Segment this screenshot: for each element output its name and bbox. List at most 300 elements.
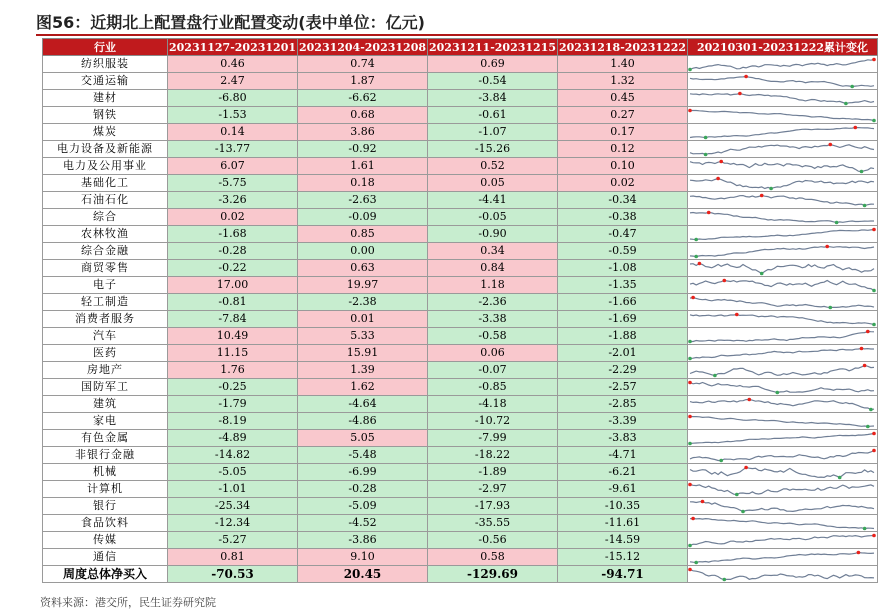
table-row xyxy=(43,175,878,192)
table-row xyxy=(43,413,878,430)
sparkline-min-marker xyxy=(704,135,708,139)
sparkline-max-marker xyxy=(738,91,742,95)
sparkline-chart xyxy=(688,550,876,565)
cumulative-sparkline-cell xyxy=(688,379,878,396)
sparkline-path xyxy=(690,433,874,443)
industry-name-cell: 有色金属 xyxy=(43,430,168,447)
cumulative-sparkline-cell xyxy=(688,345,878,362)
industry-allocation-table xyxy=(42,38,878,583)
table-row xyxy=(43,73,878,90)
flow-value-cell: -14.82 xyxy=(168,447,298,464)
cumulative-sparkline-cell xyxy=(688,294,878,311)
sparkline-min-marker xyxy=(760,271,764,275)
table-row xyxy=(43,141,878,158)
flow-value-cell: -2.29 xyxy=(558,362,688,379)
sparkline-path xyxy=(690,161,874,171)
sparkline-chart xyxy=(688,193,876,208)
flow-value-cell: -1.07 xyxy=(428,124,558,141)
flow-value-cell: -5.48 xyxy=(298,447,428,464)
sparkline-min-marker xyxy=(723,577,727,581)
flow-value-cell: -3.38 xyxy=(428,311,558,328)
title-underline xyxy=(36,34,878,36)
flow-value-cell: -0.59 xyxy=(558,243,688,260)
sparkline-max-marker xyxy=(857,550,861,554)
table-row xyxy=(43,209,878,226)
sparkline-chart xyxy=(688,533,876,548)
sparkline-chart xyxy=(688,261,876,276)
sparkline-chart xyxy=(688,431,876,446)
sparkline-chart xyxy=(688,74,876,89)
sparkline-min-marker xyxy=(872,288,876,292)
sparkline-min-marker xyxy=(741,509,745,513)
sparkline-chart xyxy=(688,91,876,106)
sparkline-min-marker xyxy=(694,254,698,258)
flow-value-cell: -2.97 xyxy=(428,481,558,498)
sparkline-path xyxy=(690,76,874,86)
flow-value-cell: -0.58 xyxy=(428,328,558,345)
sparkline-max-marker xyxy=(854,125,858,129)
cumulative-sparkline-cell xyxy=(688,175,878,192)
flow-value-cell: 0.00 xyxy=(298,243,428,260)
cumulative-sparkline-cell xyxy=(688,107,878,124)
sparkline-chart xyxy=(688,363,876,378)
sparkline-path xyxy=(690,297,874,307)
flow-value-cell: -5.75 xyxy=(168,175,298,192)
sparkline-path xyxy=(690,314,874,324)
sparkline-min-marker xyxy=(713,373,717,377)
sparkline-min-marker xyxy=(866,424,870,428)
cumulative-sparkline-cell xyxy=(688,124,878,141)
flow-value-cell: -25.34 xyxy=(168,498,298,515)
cumulative-sparkline-cell xyxy=(688,209,878,226)
sparkline-chart xyxy=(688,108,876,123)
sparkline-chart xyxy=(688,278,876,293)
flow-value-cell: -0.61 xyxy=(428,107,558,124)
column-header-cumulative: 20210301-20231222累计变化 xyxy=(688,39,878,56)
sparkline-path xyxy=(690,127,874,137)
flow-value-cell: -8.19 xyxy=(168,413,298,430)
flow-value-cell: 0.02 xyxy=(558,175,688,192)
flow-value-cell: 1.40 xyxy=(558,56,688,73)
cumulative-sparkline-cell xyxy=(688,260,878,277)
flow-value-cell: 0.10 xyxy=(558,158,688,175)
sparkline-path xyxy=(690,59,874,69)
flow-value-cell: 0.45 xyxy=(558,90,688,107)
flow-value-cell: 0.17 xyxy=(558,124,688,141)
sparkline-chart xyxy=(688,499,876,514)
industry-name-cell: 农林牧渔 xyxy=(43,226,168,243)
cumulative-sparkline-cell xyxy=(688,90,878,107)
sparkline-chart xyxy=(688,414,876,429)
flow-value-cell: -12.34 xyxy=(168,515,298,532)
sparkline-chart xyxy=(688,142,876,157)
sparkline-max-marker xyxy=(691,295,695,299)
sparkline-path xyxy=(690,331,874,341)
sparkline-chart xyxy=(688,210,876,225)
flow-value-cell: 0.74 xyxy=(298,56,428,73)
flow-value-cell: -15.26 xyxy=(428,141,558,158)
flow-value-cell: 1.62 xyxy=(298,379,428,396)
flow-value-cell: 0.69 xyxy=(428,56,558,73)
sparkline-min-marker xyxy=(688,543,692,547)
flow-value-cell: -1.69 xyxy=(558,311,688,328)
sparkline-max-marker xyxy=(744,465,748,469)
sparkline-min-marker xyxy=(688,339,692,343)
cumulative-sparkline-cell xyxy=(688,243,878,260)
industry-name-cell: 商贸零售 xyxy=(43,260,168,277)
flow-value-cell: -4.18 xyxy=(428,396,558,413)
sparkline-max-marker xyxy=(866,329,870,333)
industry-name-cell: 汽车 xyxy=(43,328,168,345)
flow-value-cell: -2.01 xyxy=(558,345,688,362)
flow-value-cell: 1.76 xyxy=(168,362,298,379)
table-row xyxy=(43,464,878,481)
flow-value-cell: -10.35 xyxy=(558,498,688,515)
flow-value-cell: 1.87 xyxy=(298,73,428,90)
industry-name-cell: 机械 xyxy=(43,464,168,481)
flow-value-cell: 0.01 xyxy=(298,311,428,328)
flow-value-cell: -14.59 xyxy=(558,532,688,549)
flow-value-cell: 1.32 xyxy=(558,73,688,90)
sparkline-path xyxy=(690,280,874,290)
flow-value-cell: -18.22 xyxy=(428,447,558,464)
flow-value-cell: -5.27 xyxy=(168,532,298,549)
sparkline-max-marker xyxy=(760,193,764,197)
industry-name-cell: 纺织服装 xyxy=(43,56,168,73)
flow-value-cell: -13.77 xyxy=(168,141,298,158)
sparkline-chart xyxy=(688,482,876,497)
flow-value-cell: -2.63 xyxy=(298,192,428,209)
flow-value-cell: -5.05 xyxy=(168,464,298,481)
sparkline-max-marker xyxy=(829,142,833,146)
flow-value-cell: -0.28 xyxy=(168,243,298,260)
flow-value-cell: -0.47 xyxy=(558,226,688,243)
flow-value-cell: -35.55 xyxy=(428,515,558,532)
flow-value-cell: -3.86 xyxy=(298,532,428,549)
industry-name-cell: 电力设备及新能源 xyxy=(43,141,168,158)
sparkline-max-marker xyxy=(872,533,876,537)
flow-value-cell: -1.89 xyxy=(428,464,558,481)
sparkline-max-marker xyxy=(688,414,692,418)
sparkline-min-marker xyxy=(850,84,854,88)
sparkline-max-marker xyxy=(688,380,692,384)
industry-name-cell: 家电 xyxy=(43,413,168,430)
figure-title: 图56：近期北上配置盘行业配置变动(表中单位：亿元) xyxy=(36,13,425,32)
sparkline-path xyxy=(690,365,874,375)
sparkline-path xyxy=(690,382,874,392)
flow-value-cell: -15.12 xyxy=(558,549,688,566)
sparkline-max-marker xyxy=(872,57,876,61)
sparkline-chart xyxy=(688,397,876,412)
flow-value-cell: 3.86 xyxy=(298,124,428,141)
flow-value-cell: 0.84 xyxy=(428,260,558,277)
flow-value-cell: 0.27 xyxy=(558,107,688,124)
flow-value-cell: -2.57 xyxy=(558,379,688,396)
sparkline-path xyxy=(690,229,874,239)
flow-value-cell: -0.81 xyxy=(168,294,298,311)
cumulative-sparkline-cell xyxy=(688,413,878,430)
cumulative-sparkline-cell xyxy=(688,277,878,294)
sparkline-max-marker xyxy=(825,244,829,248)
sparkline-max-marker xyxy=(744,74,748,78)
sparkline-min-marker xyxy=(688,356,692,360)
flow-value-cell: -6.62 xyxy=(298,90,428,107)
table-row xyxy=(43,226,878,243)
flow-value-cell: 0.68 xyxy=(298,107,428,124)
sparkline-chart xyxy=(688,312,876,327)
sparkline-path xyxy=(690,535,874,545)
sparkline-min-marker xyxy=(704,152,708,156)
sparkline-min-marker xyxy=(835,220,839,224)
industry-name-cell: 传媒 xyxy=(43,532,168,549)
table-row xyxy=(43,447,878,464)
sparkline-path xyxy=(690,416,874,426)
sparkline-path xyxy=(690,263,874,273)
sparkline-max-marker xyxy=(688,567,692,571)
sparkline-path xyxy=(690,569,874,579)
flow-value-cell: -7.99 xyxy=(428,430,558,447)
table-row xyxy=(43,549,878,566)
flow-value-cell: 0.05 xyxy=(428,175,558,192)
sparkline-path xyxy=(690,501,874,511)
header-row xyxy=(43,39,878,56)
industry-name-cell: 电子 xyxy=(43,277,168,294)
cumulative-sparkline-cell xyxy=(688,481,878,498)
sparkline-min-marker xyxy=(829,305,833,309)
flow-value-cell: 1.18 xyxy=(428,277,558,294)
sparkline-min-marker xyxy=(719,458,723,462)
table-row xyxy=(43,345,878,362)
industry-name-cell: 交通运输 xyxy=(43,73,168,90)
sparkline-path xyxy=(690,195,874,205)
flow-value-cell: -0.22 xyxy=(168,260,298,277)
flow-value-cell: -3.26 xyxy=(168,192,298,209)
sparkline-max-marker xyxy=(716,176,720,180)
flow-value-cell: -3.39 xyxy=(558,413,688,430)
sparkline-max-marker xyxy=(872,431,876,435)
industry-name-cell: 房地产 xyxy=(43,362,168,379)
cumulative-sparkline-cell xyxy=(688,56,878,73)
flow-value-cell: -11.61 xyxy=(558,515,688,532)
cumulative-sparkline-cell xyxy=(688,362,878,379)
sparkline-min-marker xyxy=(694,237,698,241)
sparkline-max-marker xyxy=(860,346,864,350)
table-row xyxy=(43,481,878,498)
sparkline-max-marker xyxy=(723,278,727,282)
sparkline-min-marker xyxy=(863,526,867,530)
flow-value-cell: -4.41 xyxy=(428,192,558,209)
flow-value-cell: -70.53 xyxy=(168,566,298,583)
flow-value-cell: 0.85 xyxy=(298,226,428,243)
flow-value-cell: -4.89 xyxy=(168,430,298,447)
industry-name-cell: 基础化工 xyxy=(43,175,168,192)
sparkline-min-marker xyxy=(838,475,842,479)
industry-name-cell: 银行 xyxy=(43,498,168,515)
flow-value-cell: 1.39 xyxy=(298,362,428,379)
flow-value-cell: -2.85 xyxy=(558,396,688,413)
sparkline-max-marker xyxy=(719,159,723,163)
sparkline-max-marker xyxy=(748,397,752,401)
industry-name-cell: 建材 xyxy=(43,90,168,107)
cumulative-sparkline-cell xyxy=(688,549,878,566)
flow-value-cell: -6.21 xyxy=(558,464,688,481)
column-header-week3: 20231211-20231215 xyxy=(428,40,557,54)
sparkline-chart xyxy=(688,329,876,344)
flow-value-cell: -1.35 xyxy=(558,277,688,294)
cumulative-sparkline-cell xyxy=(688,515,878,532)
sparkline-chart xyxy=(688,125,876,140)
flow-value-cell: 0.63 xyxy=(298,260,428,277)
flow-value-cell: 0.14 xyxy=(168,124,298,141)
flow-value-cell: -1.68 xyxy=(168,226,298,243)
flow-value-cell: 0.02 xyxy=(168,209,298,226)
sparkline-chart xyxy=(688,346,876,361)
flow-value-cell: -0.38 xyxy=(558,209,688,226)
sparkline-min-marker xyxy=(872,322,876,326)
flow-value-cell: -1.79 xyxy=(168,396,298,413)
table-row xyxy=(43,107,878,124)
cumulative-sparkline-cell xyxy=(688,447,878,464)
sparkline-min-marker xyxy=(688,67,692,71)
sparkline-max-marker xyxy=(872,448,876,452)
flow-value-cell: 5.33 xyxy=(298,328,428,345)
flow-value-cell: -94.71 xyxy=(558,566,688,583)
sparkline-max-marker xyxy=(691,516,695,520)
flow-value-cell: 11.15 xyxy=(168,345,298,362)
flow-value-cell: -7.84 xyxy=(168,311,298,328)
industry-name-cell: 钢铁 xyxy=(43,107,168,124)
sparkline-min-marker xyxy=(844,101,848,105)
industry-name-cell: 消费者服务 xyxy=(43,311,168,328)
flow-value-cell: -6.99 xyxy=(298,464,428,481)
sparkline-path xyxy=(690,518,874,528)
source-note: 资料来源：港交所，民生证券研究院 xyxy=(40,596,216,609)
sparkline-max-marker xyxy=(863,363,867,367)
industry-name-cell: 国防军工 xyxy=(43,379,168,396)
flow-value-cell: -17.93 xyxy=(428,498,558,515)
flow-value-cell: -0.28 xyxy=(298,481,428,498)
table-row xyxy=(43,90,878,107)
industry-name-cell: 周度总体净买入 xyxy=(43,566,168,583)
column-header-week2: 20231204-20231208 xyxy=(298,40,427,54)
flow-value-cell: 0.18 xyxy=(298,175,428,192)
sparkline-chart xyxy=(688,465,876,480)
sparkline-min-marker xyxy=(769,186,773,190)
cumulative-sparkline-cell xyxy=(688,498,878,515)
flow-value-cell: 0.81 xyxy=(168,549,298,566)
flow-value-cell: -4.52 xyxy=(298,515,428,532)
cumulative-sparkline-cell xyxy=(688,158,878,175)
sparkline-min-marker xyxy=(688,441,692,445)
table-row xyxy=(43,192,878,209)
flow-value-cell: -0.54 xyxy=(428,73,558,90)
table-row xyxy=(43,532,878,549)
sparkline-max-marker xyxy=(698,261,702,265)
sparkline-max-marker xyxy=(872,227,876,231)
sparkline-path xyxy=(690,246,874,256)
sparkline-max-marker xyxy=(688,482,692,486)
industry-name-cell: 食品饮料 xyxy=(43,515,168,532)
flow-value-cell: -9.61 xyxy=(558,481,688,498)
flow-value-cell: -3.84 xyxy=(428,90,558,107)
sparkline-min-marker xyxy=(735,492,739,496)
sparkline-path xyxy=(690,484,874,494)
flow-value-cell: -0.25 xyxy=(168,379,298,396)
sparkline-chart xyxy=(688,57,876,72)
industry-name-cell: 轻工制造 xyxy=(43,294,168,311)
flow-value-cell: -10.72 xyxy=(428,413,558,430)
flow-value-cell: -4.64 xyxy=(298,396,428,413)
flow-value-cell: 0.46 xyxy=(168,56,298,73)
sparkline-path xyxy=(690,399,874,409)
flow-value-cell: -0.07 xyxy=(428,362,558,379)
sparkline-max-marker xyxy=(707,210,711,214)
flow-value-cell: 20.45 xyxy=(298,566,428,583)
cumulative-sparkline-cell xyxy=(688,328,878,345)
flow-value-cell: 0.52 xyxy=(428,158,558,175)
flow-value-cell: 15.91 xyxy=(298,345,428,362)
flow-value-cell: -4.71 xyxy=(558,447,688,464)
sparkline-chart xyxy=(688,448,876,463)
total-row xyxy=(43,566,878,583)
flow-value-cell: 10.49 xyxy=(168,328,298,345)
sparkline-path xyxy=(690,552,874,562)
sparkline-chart xyxy=(688,176,876,191)
sparkline-min-marker xyxy=(860,169,864,173)
flow-value-cell: -2.36 xyxy=(428,294,558,311)
sparkline-chart xyxy=(688,295,876,310)
flow-value-cell: -5.09 xyxy=(298,498,428,515)
industry-name-cell: 医药 xyxy=(43,345,168,362)
cumulative-sparkline-cell xyxy=(688,566,878,583)
flow-value-cell: 17.00 xyxy=(168,277,298,294)
flow-value-cell: 0.34 xyxy=(428,243,558,260)
flow-value-cell: -1.08 xyxy=(558,260,688,277)
flow-value-cell: -2.38 xyxy=(298,294,428,311)
flow-value-cell: -0.90 xyxy=(428,226,558,243)
table-row xyxy=(43,277,878,294)
industry-name-cell: 综合 xyxy=(43,209,168,226)
flow-value-cell: 0.12 xyxy=(558,141,688,158)
cumulative-sparkline-cell xyxy=(688,73,878,90)
cumulative-sparkline-cell xyxy=(688,532,878,549)
table-row xyxy=(43,56,878,73)
sparkline-path xyxy=(690,348,874,358)
sparkline-path xyxy=(690,110,874,120)
sparkline-min-marker xyxy=(872,118,876,122)
column-header-week4: 20231218-20231222 xyxy=(558,40,687,54)
sparkline-chart xyxy=(688,244,876,259)
sparkline-path xyxy=(690,467,874,477)
sparkline-max-marker xyxy=(735,312,739,316)
cumulative-sparkline-cell xyxy=(688,464,878,481)
industry-name-cell: 计算机 xyxy=(43,481,168,498)
flow-value-cell: 9.10 xyxy=(298,549,428,566)
industry-name-cell: 通信 xyxy=(43,549,168,566)
table-row xyxy=(43,328,878,345)
sparkline-chart xyxy=(688,227,876,242)
table-row xyxy=(43,515,878,532)
flow-value-cell: -0.09 xyxy=(298,209,428,226)
flow-value-cell: -0.85 xyxy=(428,379,558,396)
flow-value-cell: -1.66 xyxy=(558,294,688,311)
sparkline-chart xyxy=(688,380,876,395)
table-row xyxy=(43,362,878,379)
sparkline-chart xyxy=(688,516,876,531)
sparkline-min-marker xyxy=(694,560,698,564)
table-row xyxy=(43,379,878,396)
flow-value-cell: 0.06 xyxy=(428,345,558,362)
